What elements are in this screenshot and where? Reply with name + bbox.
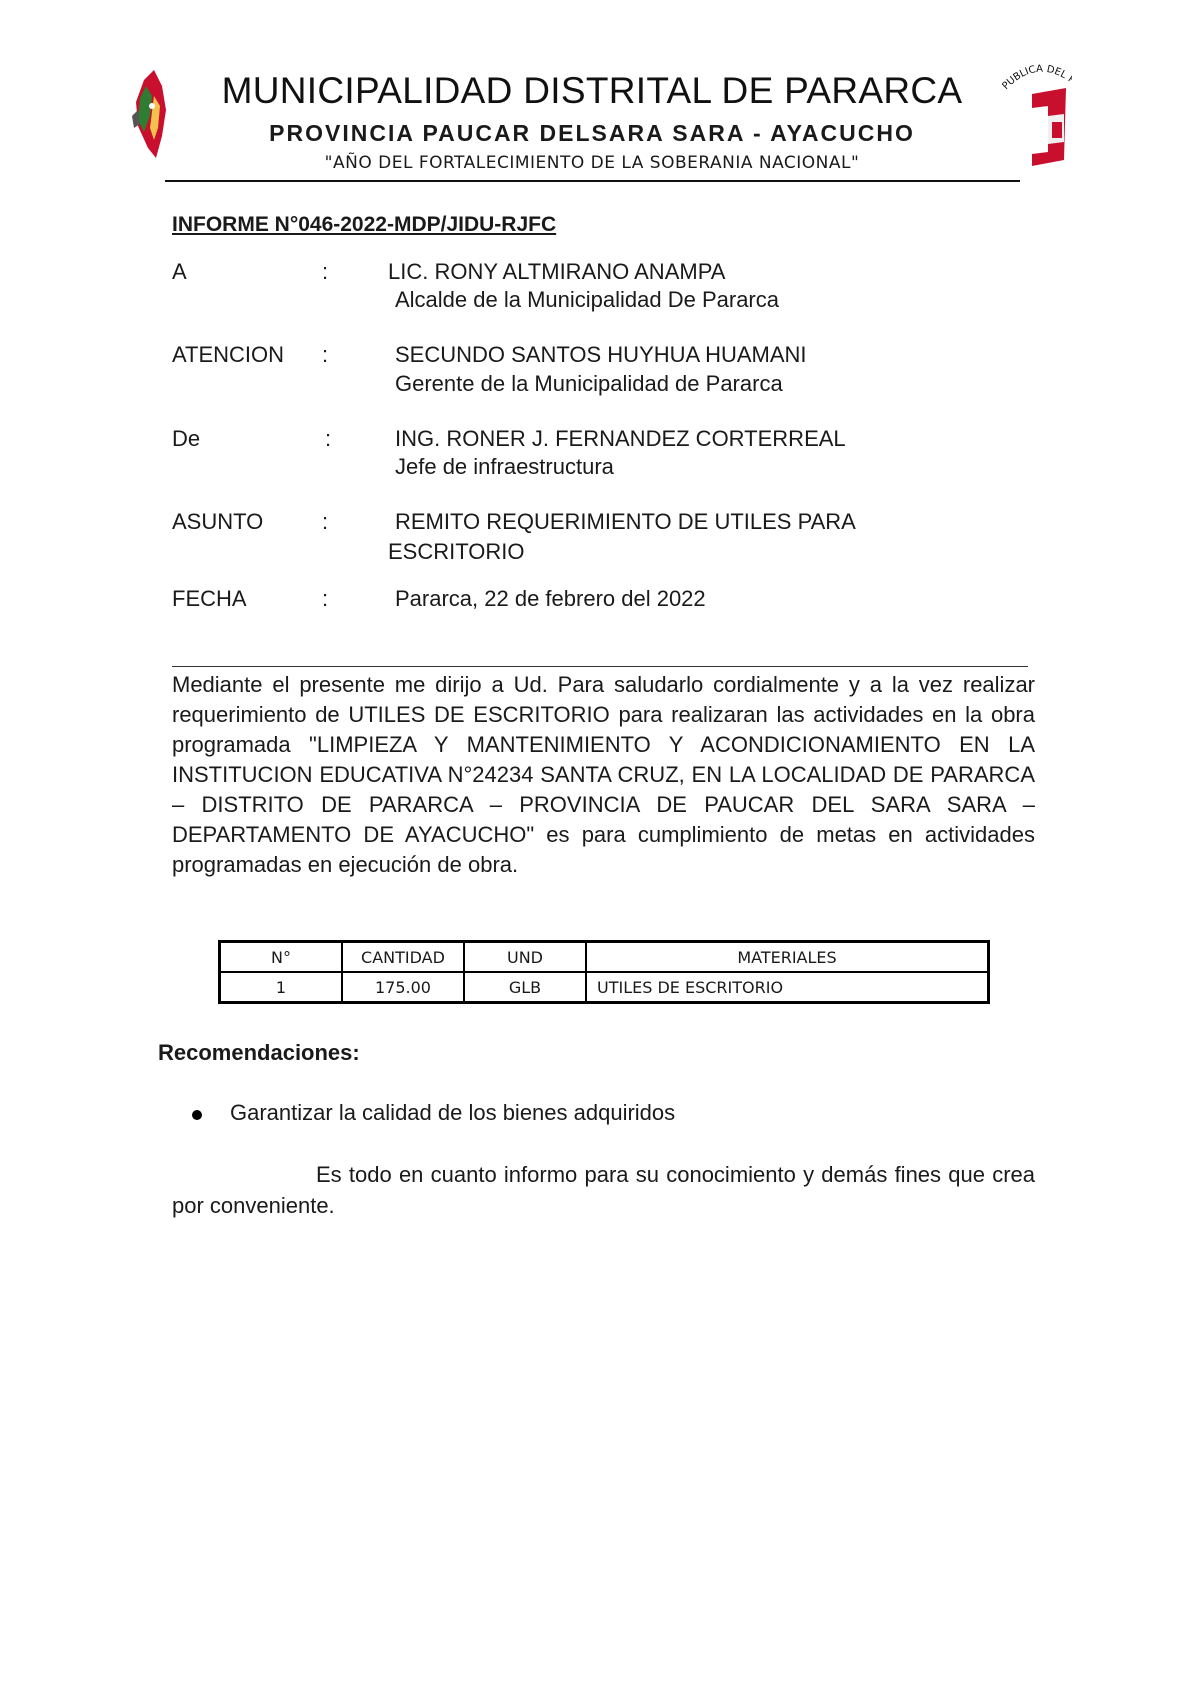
province-subtitle: PROVINCIA PAUCAR DELSARA SARA - AYACUCHO: [269, 120, 915, 146]
field-value-date: Pararca, 22 de febrero del 2022: [395, 586, 706, 611]
table-row: [220, 972, 989, 1003]
field-label-date: FECHA: [172, 586, 247, 611]
table-cell-quantity: 175.00: [342, 972, 464, 1003]
field-colon: :: [322, 342, 329, 367]
svg-text:PUBLICA DEL PERU: [1002, 56, 1072, 92]
field-colon: :: [322, 259, 329, 284]
recommendation-item: Garantizar la calidad de los bienes adquiridos: [230, 1100, 676, 1125]
report-title: INFORME N°046-2022-MDP/JIDU-RJFC: [172, 213, 557, 236]
field-value-subject-line1: REMITO REQUERIMIENTO DE UTILES PARA: [395, 509, 856, 534]
closing-paragraph: Es todo en cuanto informo para su conocimiento y demás fines que crea por conveniente.: [172, 1162, 1035, 1218]
year-motto: "AÑO DEL FORTALECIMIENTO DE LA SOBERANIA NACIONAL": [324, 153, 860, 173]
field-value-subject-line2: ESCRITORIO: [388, 539, 525, 564]
table-cell-number: 1: [220, 972, 343, 1003]
table-header-row: [220, 942, 989, 973]
field-value-to-name: LIC. RONY ALTMIRANO ANAMPA: [388, 259, 726, 284]
field-label-to: A: [172, 259, 187, 284]
field-colon: :: [325, 426, 332, 451]
recommendations-heading: Recomendaciones:: [158, 1040, 360, 1065]
table-header-quantity: CANTIDAD: [342, 942, 464, 973]
field-value-attention-role: Gerente de la Municipalidad de Pararca: [395, 371, 783, 396]
table-cell-materials: UTILES DE ESCRITORIO: [586, 972, 989, 1003]
table-header-materials: MATERIALES: [586, 942, 989, 973]
field-colon: :: [322, 509, 329, 534]
table-cell-unit: GLB: [464, 972, 586, 1003]
body-paragraph: Mediante el presente me dirijo a Ud. Para saludarlo cordialmente y a la vez realizar requerimiento de UTILES DE ESCRITORIO para realizaran las actividades en la obra programada "LIMPIEZA Y MANTENIMIENTO Y ACONDICIONAMIENTO EN LA INSTITUCION EDUCATIVA N°24234 SANTA CRUZ, EN LA LOCALIDAD DE PARARCA – DISTRITO DE PARARCA – PROVINCIA DE PAUCAR DEL SARA SARA – DEPARTAMENTO DE AYACUCHO" es para cumplimiento de metas en actividades programadas en ejecución de obra.: [172, 672, 1035, 877]
materials-table: [218, 940, 990, 1004]
seal-text: UBLICA DEL: [1005, 63, 1069, 88]
header-divider: [165, 180, 1020, 182]
table-header-unit: UND: [464, 942, 586, 973]
field-label-subject: ASUNTO: [172, 509, 264, 534]
municipal-emblem-icon: [132, 66, 174, 162]
field-value-to-role: Alcalde de la Municipalidad De Pararca: [395, 287, 779, 312]
bullet-icon: [192, 1110, 202, 1120]
field-value-from-role: Jefe de infraestructura: [395, 454, 614, 479]
table-header-number: N°: [220, 942, 343, 973]
field-label-from: De: [172, 426, 201, 451]
municipality-title: MUNICIPALIDAD DISTRITAL DE PARARCA: [221, 70, 963, 111]
field-value-from-name: ING. RONER J. FERNANDEZ CORTERREAL: [395, 426, 846, 451]
national-seal-icon: [1002, 56, 1072, 174]
field-colon: :: [322, 586, 329, 611]
body-divider: [172, 666, 1028, 667]
field-value-attention-name: SECUNDO SANTOS HUYHUA HUAMANI: [395, 342, 807, 367]
field-label-attention: ATENCION: [172, 342, 285, 367]
